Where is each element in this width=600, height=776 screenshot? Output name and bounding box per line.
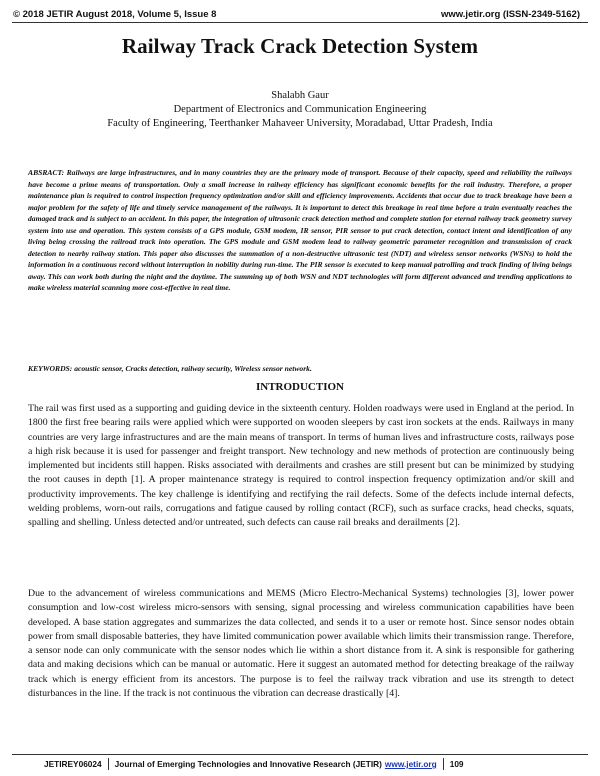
author-affiliation: Faculty of Engineering, Teerthanker Mahaveer University, Moradabad, Uttar Pradesh, India xyxy=(107,118,493,129)
author-department: Department of Electronics and Communication Engineering xyxy=(173,104,427,115)
header-divider xyxy=(12,22,588,23)
intro-paragraph-2: Due to the advancement of wireless communications and MEMS (Micro Electro-Mechanical Systems) technologies [3], lower power consumption and low-cost wireless micro-sensors with sensing, signal processing and wireless communication capabilities have been developed. A base station aggregates and summarizes the data collected, and sends it to a user or remote host. Since sensor nodes obtain power from small disposable batteries, they have limited communication power available which limits their transmission range. Therefore, a sensor node can only communicate with the sensor nodes which lie within a short distance from it. A sink is responsible for gathering data and making decisions which can be manual or automatic. Here it suggest an automated method for detecting breakage of the railway track which is energy efficient from its ancestors. The purpose is to feel the railway track vibration and use its strength to detect disturbances in the line. If the track is not continuous the vibration can decrease drastically [4]. xyxy=(28,588,574,700)
keywords: KEYWORDS: acoustic sensor, Cracks detection, railway security, Wireless sensor network. xyxy=(28,364,312,373)
footer-separator xyxy=(443,758,444,770)
footer-divider xyxy=(12,754,588,755)
header-website: www.jetir.org (ISSN-2349-5162) xyxy=(440,8,580,20)
author-block xyxy=(0,89,600,131)
footer-website-link[interactable]: www.jetir.org xyxy=(384,759,437,769)
abstract: ABSRACT: Railways are large infrastructures, and in many countries they are the primary mode of transport. Because of their capacity, speed and reliability the railways have become a prime means of transportation. Only a small increase in railway efficiency has significant economic benefits for the rail industry. Therefore, a proper maintenance plan is required to control inspection frequency optimization and/or skill and efficiency improvements. Accidents that occur due to track breakage have been a major problem for the safety of life and timely service management of the railways. It is important to detect this breakage in real time before a train eventually reaches the damaged track and is subject to an accident. In this paper, the integration of ultrasonic crack detection method and complete station for eternal railway track geometry survey system into use and operation. This system consists of a GPS module, GSM modem, IR sensor, PIR sensor to put crack detection, contact intent and identification of any living being crossing the railroad track into operation. The GPS module and GSM modem lead to railway geometric parameter recognition and transmission of crack detection to nearby railway station. This paper also discusses the summation of a non-destructive ultrasonic test (NDT) and wireless sensor networks (WSNs) to hold the information in a continuous record without interruption in nobility during run-time. The PIR sensor is executed to keep manual patrolling and track finding of living beings away. This can work both during the night and the daytime. The summing up of both WSN and NDT technologies will form different advanced and trending applications to make wireless material scanning more cost-effective in real time. xyxy=(28,168,572,292)
footer-separator xyxy=(108,758,109,770)
author-name: Shalabh Gaur xyxy=(271,90,329,101)
page-header xyxy=(13,7,580,21)
page-footer xyxy=(44,757,570,771)
footer-journal-name: Journal of Emerging Technologies and Innovative Research (JETIR) xyxy=(114,759,382,769)
section-heading-introduction: INTRODUCTION xyxy=(255,381,344,393)
footer-paper-code: JETIREY06024 xyxy=(44,759,102,769)
header-journal-info: © 2018 JETIR August 2018, Volume 5, Issue 8 xyxy=(13,8,217,20)
intro-paragraph-1: The rail was first used as a supporting and guiding device in the sixteenth century. Holden roadways were used in England at the period. In 1800 the first free bearing rails were applied which were supported on wooden sleepers by cast iron sockets at the ends. Railways in many countries are very large infrastructures and are the main means of transport. In terms of human lives and infrastructure costs, railways pose a high risk because it is used for passenger and freight transport. New technology and new methods of protection are continuously being implemented but incidents still happen. Risks associated with derailments and crashes are still present but can be minimized by studying the root causes in depth [1]. A proper maintenance strategy is required to control inspection frequency optimization and/or skill and productivity improvements. The key challenge is identifying and rectifying the rail defects. Some of the defects include internal defects, welding problems, worn-out rails, corrugations and fatigue caused by rolling contact (RCF), such as surface cracks, head checks, squats, spalling and shelling. Unless detected and/or untreated, such defects can cause rail breaks and derailments [2]. xyxy=(28,403,574,529)
paper-title: Railway Track Crack Detection System xyxy=(121,34,479,58)
footer-page-number: 109 xyxy=(449,759,464,769)
